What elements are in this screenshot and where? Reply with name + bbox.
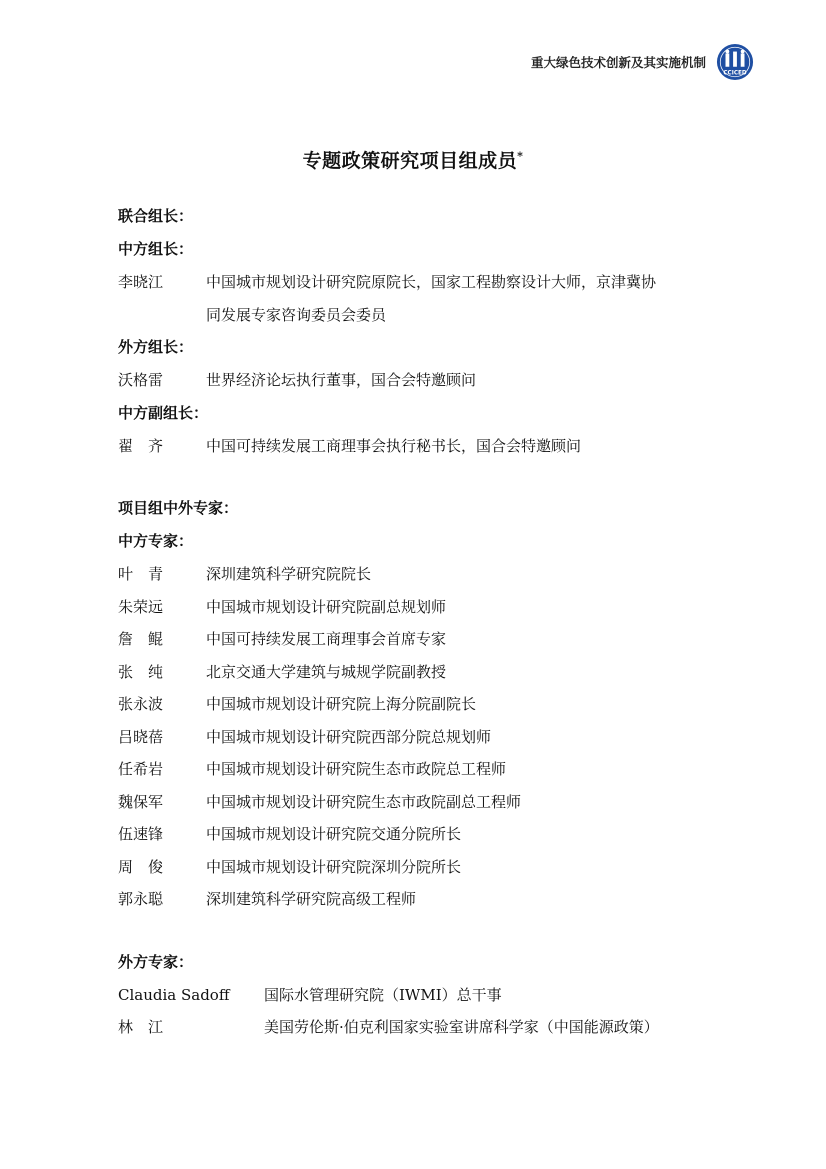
cn-leader-heading: 中方组长：	[118, 240, 194, 258]
member-desc-line: 中国城市规划设计研究院原院长，国家工程勘察设计大师，京津冀协	[206, 273, 657, 291]
member-name: Claudia Sadoff	[118, 985, 230, 1004]
svg-text:CCICED: CCICED	[723, 70, 747, 77]
member-row	[118, 558, 718, 591]
member-name: 魏保军	[118, 792, 164, 811]
member-list	[118, 200, 718, 1044]
cn-experts-heading: 中方专家：	[118, 532, 194, 550]
member-name: 张 纯	[118, 662, 164, 681]
member-desc: 北京交通大学建筑与城规学院副教授	[206, 662, 447, 681]
page-header	[531, 42, 754, 82]
member-desc: 中国可持续发展工商理事会执行秘书长，国合会特邀顾问	[206, 436, 582, 455]
title-text: 专题政策研究项目组成员	[302, 150, 518, 172]
foreign-experts-heading: 外方专家：	[118, 952, 194, 971]
member-desc: 中国城市规划设计研究院深圳分院所长	[206, 857, 462, 876]
cciced-logo-icon	[716, 43, 754, 81]
member-row	[118, 851, 718, 884]
member-name: 周 俊	[118, 857, 164, 876]
member-desc: 中国城市规划设计研究院上海分院副院长	[206, 695, 477, 713]
member-row	[118, 883, 718, 916]
foreign-experts-list	[118, 979, 718, 1044]
member-row	[118, 818, 718, 851]
foreign-leader-heading: 外方组长：	[118, 338, 194, 356]
member-name: 郭永聪	[118, 890, 164, 908]
member-row	[118, 430, 718, 463]
member-row	[118, 1011, 718, 1044]
cn-deputy-heading: 中方副组长：	[118, 403, 209, 422]
member-row	[118, 979, 718, 1012]
member-name: 李晓江	[118, 273, 164, 291]
page-title	[0, 146, 826, 173]
member-name: 翟 齐	[118, 436, 164, 455]
member-name: 伍速锋	[118, 825, 164, 843]
member-row	[118, 721, 718, 754]
experts-group-heading: 项目组中外专家：	[118, 499, 239, 517]
member-name: 叶 青	[118, 565, 164, 583]
member-row	[118, 266, 718, 331]
member-name: 朱荣远	[118, 597, 164, 616]
section-gap	[118, 916, 718, 946]
member-row	[118, 623, 718, 656]
member-desc: 中国城市规划设计研究院西部分院总规划师	[206, 727, 492, 746]
joint-leader-heading: 联合组长：	[118, 207, 194, 225]
header-text: 重大绿色技术创新及其实施机制	[530, 55, 706, 70]
member-desc: 中国城市规划设计研究院副总规划师	[206, 597, 447, 616]
member-row	[118, 688, 718, 721]
member-desc: 中国可持续发展工商理事会首席专家	[206, 630, 447, 648]
member-row	[118, 364, 718, 397]
member-desc: 中国城市规划设计研究院交通分院所长	[206, 825, 462, 843]
member-row	[118, 656, 718, 689]
member-desc: 深圳建筑科学研究院院长	[206, 565, 372, 583]
member-name: 吕晓蓓	[118, 727, 164, 746]
member-desc-line: 同发展专家咨询委员会委员	[206, 305, 387, 324]
member-row	[118, 591, 718, 624]
member-desc	[206, 266, 718, 331]
member-desc: 世界经济论坛执行董事，国合会特邀顾问	[206, 371, 477, 389]
member-name: 沃格雷	[118, 371, 164, 389]
section-gap	[118, 462, 718, 492]
member-row	[118, 753, 718, 786]
member-name: 林 江	[118, 1018, 164, 1036]
title-footnote-mark: *	[517, 149, 524, 163]
member-desc: 美国劳伦斯·伯克利国家实验室讲席科学家（中国能源政策）	[264, 1018, 659, 1036]
member-name: 张永波	[118, 695, 164, 713]
member-row	[118, 786, 718, 819]
member-desc: 国际水管理研究院（IWMI）总干事	[264, 985, 502, 1004]
member-desc: 深圳建筑科学研究院高级工程师	[206, 890, 417, 908]
member-desc: 中国城市规划设计研究院生态市政院副总工程师	[206, 792, 522, 811]
cn-experts-list	[118, 558, 718, 916]
member-desc: 中国城市规划设计研究院生态市政院总工程师	[206, 760, 507, 778]
member-name: 任希岩	[118, 760, 164, 778]
member-name: 詹 鲲	[118, 630, 164, 648]
